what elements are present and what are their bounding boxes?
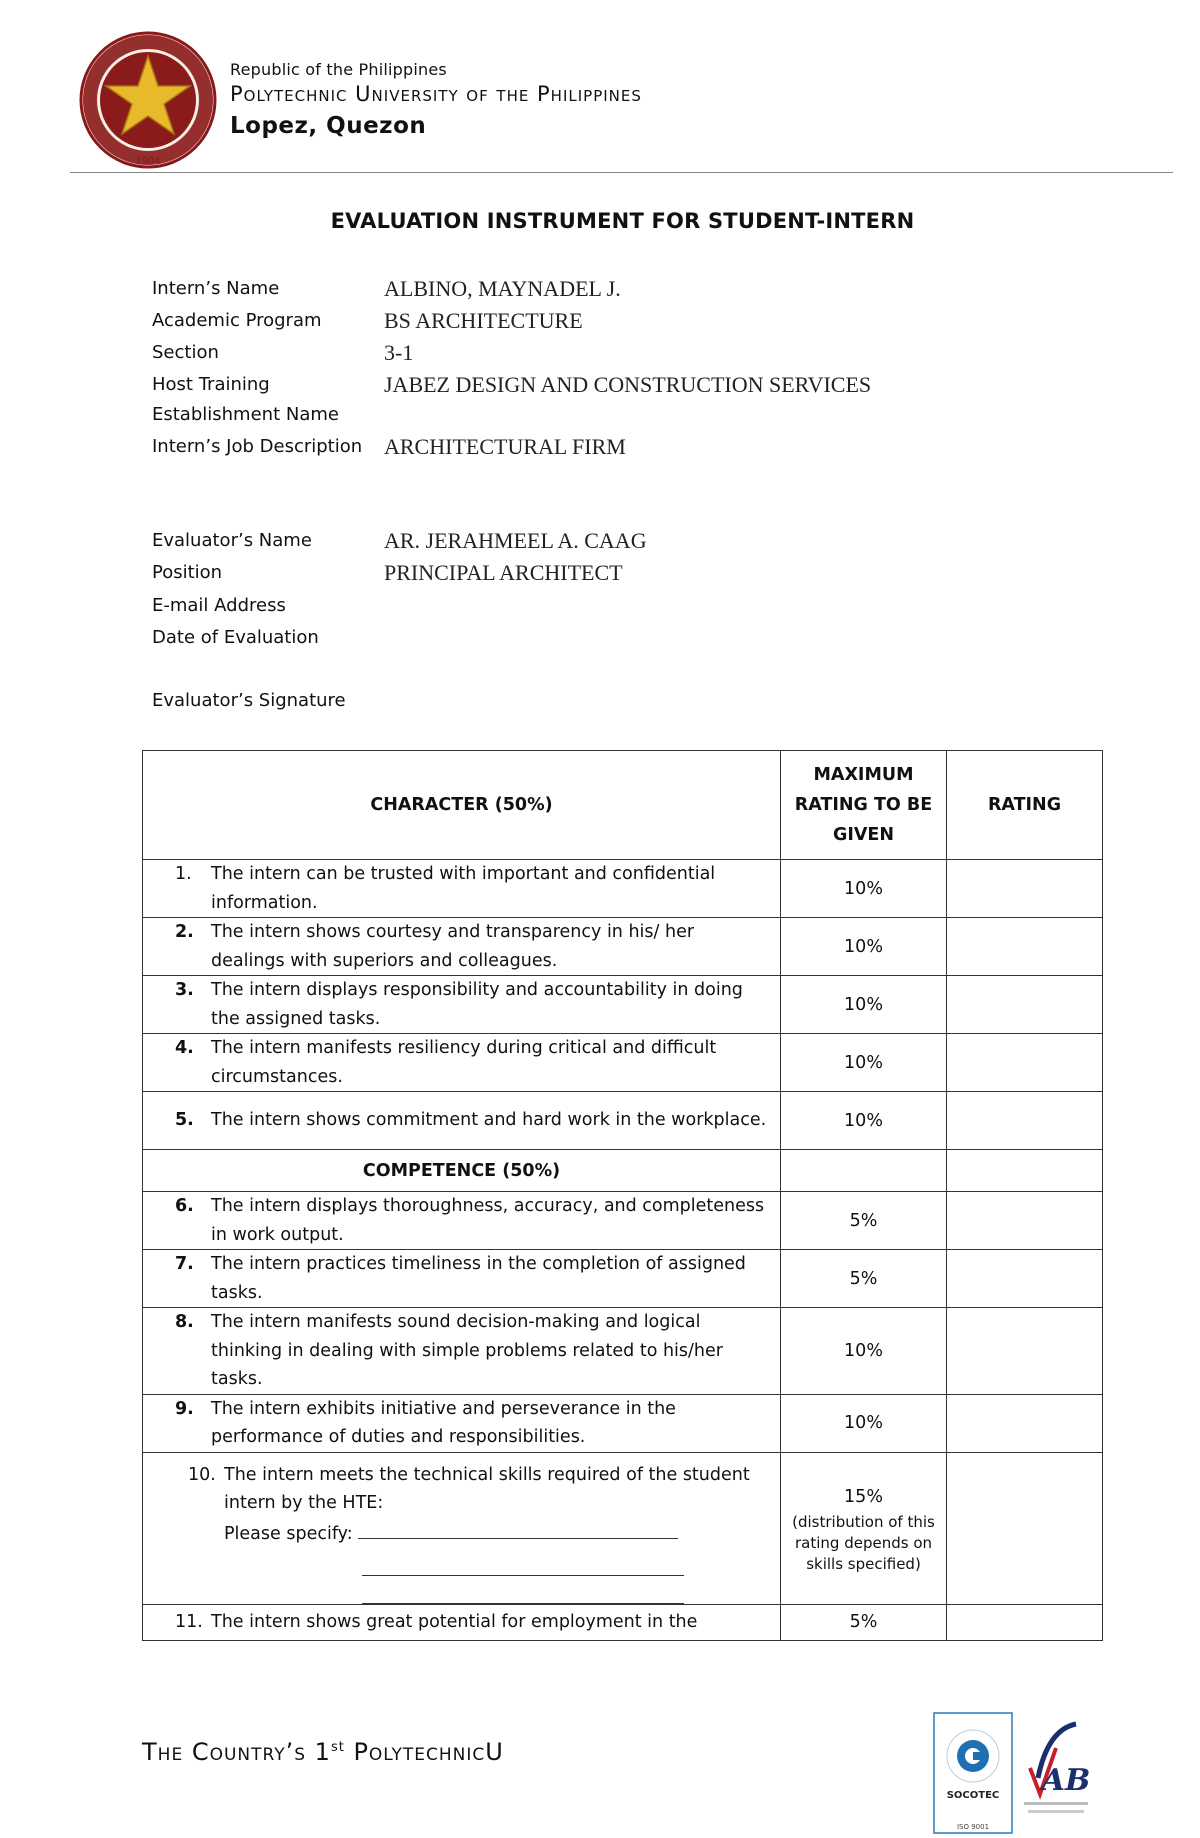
item-max-rating: 10% <box>781 1308 947 1395</box>
please-specify-label: Please specify: <box>224 1523 353 1544</box>
item-text: The intern shows commitment and hard work in the workplace. <box>211 1110 767 1131</box>
table-row <box>143 1394 1103 1452</box>
item-text: The intern exhibits initiative and perseverance in the performance of duties and responsibilities. <box>211 1398 676 1447</box>
table-row <box>143 1092 1103 1150</box>
specify-input-line-3[interactable] <box>362 1576 684 1604</box>
rating-header: RATING <box>947 751 1103 860</box>
rating-cell[interactable] <box>947 918 1103 976</box>
intern-name-label: Intern’s Name <box>152 278 280 299</box>
campus-name: Lopez, Quezon <box>230 113 427 139</box>
item-text: The intern shows great potential for employment in the <box>211 1611 698 1632</box>
max-rating-header-line2: RATING TO BE <box>794 795 933 815</box>
item-number: 9. <box>175 1398 194 1419</box>
rating-cell[interactable] <box>947 1308 1103 1395</box>
motto-superscript: st <box>330 1740 345 1755</box>
rating-cell[interactable] <box>947 976 1103 1034</box>
item-number: 10. <box>188 1464 216 1485</box>
motto-text-start: The Country’s 1 <box>142 1738 331 1766</box>
item-text: The intern can be trusted with important and confidential information. <box>211 864 716 913</box>
socotec-certification-logo <box>933 1712 1013 1834</box>
table-row <box>143 976 1103 1034</box>
evaluation-table <box>142 750 1103 1641</box>
item-text: The intern practices timeliness in the completion of assigned tasks. <box>211 1254 746 1303</box>
position-value: PRINCIPAL ARCHITECT <box>384 560 623 585</box>
item-number: 7. <box>175 1254 194 1274</box>
item-max-rating: 10% <box>781 1034 947 1092</box>
date-of-evaluation-label: Date of Evaluation <box>152 627 319 648</box>
email-label: E-mail Address <box>152 595 286 616</box>
table-row <box>143 1192 1103 1250</box>
document-title: EVALUATION INSTRUMENT FOR STUDENT-INTERN <box>330 209 915 233</box>
max-rating-header-line1: MAXIMUM <box>813 765 914 785</box>
item-max-rating: 10% <box>781 918 947 976</box>
item-max-rating: 10% <box>781 1394 947 1452</box>
rating-cell[interactable] <box>947 1452 1103 1604</box>
position-label: Position <box>152 562 223 583</box>
specify-input-line-1[interactable] <box>358 1518 678 1539</box>
evaluator-name-value: AR. JERAHMEEL A. CAAG <box>384 528 647 553</box>
item-text: The intern displays thoroughness, accuracy, and completeness in work output. <box>211 1196 765 1245</box>
item-max-rating: 10% <box>781 976 947 1034</box>
rating-cell[interactable] <box>947 1192 1103 1250</box>
evaluator-name-label: Evaluator’s Name <box>152 530 312 551</box>
job-description-value: ARCHITECTURAL FIRM <box>384 434 626 459</box>
table-row <box>143 860 1103 918</box>
rating-cell[interactable] <box>947 1034 1103 1092</box>
job-description-label: Intern’s Job Description <box>152 436 363 457</box>
max-rating-header <box>781 751 947 860</box>
table-row <box>143 918 1103 976</box>
establishment-name-label: Establishment Name <box>152 404 339 425</box>
specify-input-line-2[interactable] <box>362 1548 684 1576</box>
intern-name-value: ALBINO, MAYNADEL J. <box>384 276 621 301</box>
academic-program-label: Academic Program <box>152 310 322 331</box>
item-number: 1. <box>175 864 192 884</box>
cert2-label: AB <box>1041 1763 1091 1798</box>
competence-header-row <box>143 1150 1103 1192</box>
table-row <box>143 1604 1103 1640</box>
republic-line: Republic of the Philippines <box>230 60 447 79</box>
item-text: The intern manifests sound decision-making and logical thinking in dealing with simple problems related to his/her tasks. <box>211 1312 723 1389</box>
item-text: The intern shows courtesy and transparency in his/ her dealings with superiors and colleagues. <box>211 922 695 971</box>
host-training-value: JABEZ DESIGN AND CONSTRUCTION SERVICES <box>384 372 872 397</box>
rating-cell[interactable] <box>947 1394 1103 1452</box>
item-number: 8. <box>175 1312 194 1332</box>
host-training-label: Host Training <box>152 374 270 395</box>
cert1-sub: ISO 9001 <box>956 1823 990 1831</box>
academic-program-value: BS ARCHITECTURE <box>384 308 583 333</box>
item-text: The intern meets the technical skills required of the student intern by the HTE: <box>224 1464 750 1513</box>
max-rating-note: (distribution of this rating depends on skills specified) <box>792 1512 935 1573</box>
max-rating-header-line3: GIVEN <box>832 825 895 845</box>
rating-cell[interactable] <box>947 1092 1103 1150</box>
item-number: 2. <box>175 922 194 942</box>
signature-label: Evaluator’s Signature <box>152 690 346 711</box>
university-seal-logo <box>78 30 218 170</box>
rating-cell[interactable] <box>947 1604 1103 1640</box>
item-max-rating: 5% <box>781 1192 947 1250</box>
item-number: 6. <box>175 1196 194 1216</box>
table-header-row <box>143 751 1103 860</box>
item-max-rating: 10% <box>781 1092 947 1150</box>
item-max-rating: 5% <box>781 1250 947 1308</box>
header-divider <box>70 172 1173 173</box>
item-number: 11. <box>175 1611 203 1632</box>
item-max-rating: 15% <box>844 1486 883 1507</box>
item-max-rating: 5% <box>781 1604 947 1640</box>
item-text: The intern manifests resiliency during critical and difficult circumstances. <box>211 1038 717 1087</box>
item-number: 4. <box>175 1038 194 1058</box>
table-row <box>143 1452 1103 1604</box>
item-number: 5. <box>175 1110 194 1131</box>
competence-header: COMPETENCE (50%) <box>143 1150 781 1192</box>
rating-cell[interactable] <box>947 860 1103 918</box>
section-value: 3-1 <box>384 340 414 365</box>
rating-cell[interactable] <box>947 1250 1103 1308</box>
cert1-label: SOCOTEC <box>946 1790 1000 1801</box>
character-header: CHARACTER (50%) <box>143 751 781 860</box>
table-row <box>143 1034 1103 1092</box>
table-row <box>143 1308 1103 1395</box>
university-name: Polytechnic University of the Philippines <box>230 82 642 106</box>
item-number: 3. <box>175 980 194 1000</box>
seal-year: 1904 <box>135 156 161 167</box>
footer-motto <box>142 1738 504 1766</box>
section-label: Section <box>152 342 219 363</box>
motto-text-end: PolytechnicU <box>344 1738 504 1766</box>
item-text: The intern displays responsibility and accountability in doing the assigned tasks. <box>211 980 743 1029</box>
accreditation-logo <box>1016 1718 1096 1828</box>
item-max-rating: 10% <box>781 860 947 918</box>
table-row <box>143 1250 1103 1308</box>
